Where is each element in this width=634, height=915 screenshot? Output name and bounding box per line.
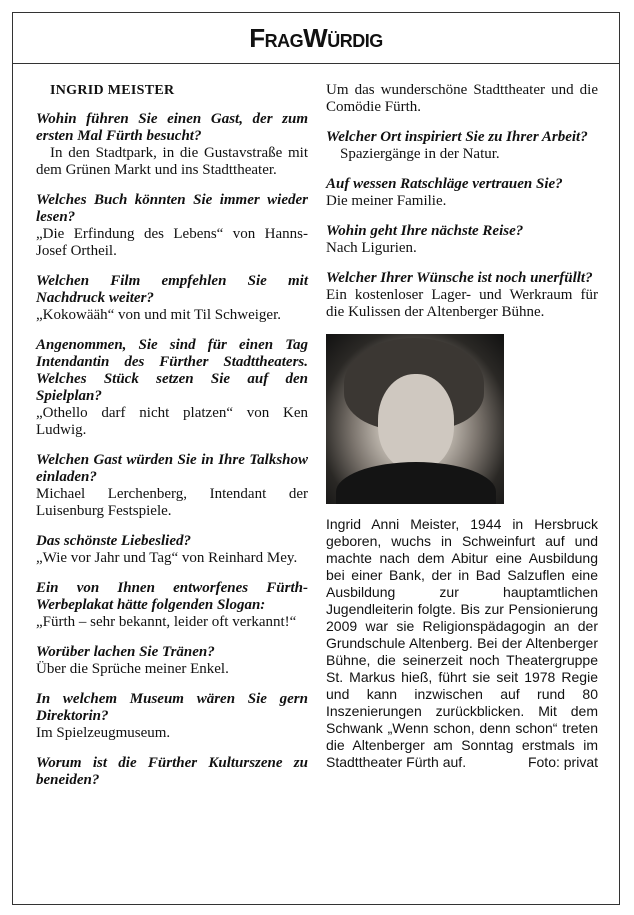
answer: Über die Sprüche meiner Enkel.: [36, 661, 229, 677]
question: Welcher Ort inspiriert Sie zu Ihrer Arbeit?: [326, 129, 588, 145]
question: Worüber lachen Sie Tränen?: [36, 644, 215, 660]
question: Angenommen, Sie sind für einen Tag Intendantin des Fürther Stadttheaters. Welches Stück setzen Sie auf den Spielplan?: [36, 337, 308, 404]
bio-text: [326, 516, 598, 771]
photo-body-shape: [336, 462, 496, 504]
photo-face-shape: [378, 374, 454, 470]
question: In welchem Museum wären Sie gern Direktorin?: [36, 691, 308, 724]
portrait-photo: [326, 334, 504, 504]
answer: „Die Erfindung des Lebens“ von Hanns-Josef Ortheil.: [36, 226, 308, 259]
bio-body: Ingrid Anni Meister, 1944 in Hersbruck geboren, wuchs in Schweinfurt auf und machte nach dem Abitur eine Ausbildung bei einer Bank, der in Bad Salzuflen eine Ausbildung zur hauptamtlichen Jugendleiterin folgte. Bis zur Pensionierung 2009 war sie Religionspädagogin an der Grundschule Altenberg. Bei der Altenberger Bühne, die seinerzeit noch Theatergruppe St. Markus hieß, führt sie seit 1978 Regie und kann inzwischen auf rund 80 Inszenierungen zurückblicken. Mit dem Schwank „Wenn schon, denn schon“ treten die Altenberger am Sonntag erstmals im Stadttheater Fürth auf.: [326, 516, 598, 770]
answer: Nach Ligurien.: [326, 240, 417, 256]
answer: „Othello darf nicht platzen“ von Ken Ludwig.: [36, 405, 308, 438]
answer: Die meiner Familie.: [326, 193, 447, 209]
answer: Michael Lerchenberg, Intendant der Luisenburg Festspiele.: [36, 486, 308, 519]
answer: In den Stadtpark, in die Gustavstraße mit dem Grünen Markt und ins Stadttheater.: [36, 145, 308, 178]
question: Wohin geht Ihre nächste Reise?: [326, 223, 524, 239]
question: Welcher Ihrer Wünsche ist noch unerfüllt?: [326, 270, 593, 286]
interviewee-name: INGRID MEISTER: [50, 83, 175, 98]
question: Welchen Film empfehlen Sie mit Nachdruck weiter?: [36, 273, 308, 306]
photo-credit: Foto: privat: [527, 754, 598, 770]
answer: „Wie vor Jahr und Tag“ von Reinhard Mey.: [36, 550, 298, 566]
right-column: [326, 82, 598, 771]
question: Ein von Ihnen entworfenes Fürth-Werbeplakat hätte folgenden Slogan:: [36, 580, 308, 613]
question: Das schönste Liebeslied?: [36, 533, 191, 549]
answer: Im Spielzeugmuseum.: [36, 725, 171, 741]
question: Welches Buch könnten Sie immer wieder lesen?: [36, 192, 308, 225]
column-title: FragWürdig: [249, 22, 383, 53]
question: Welchen Gast würden Sie in Ihre Talkshow einladen?: [36, 452, 308, 485]
question: Auf wessen Ratschläge vertrauen Sie?: [326, 176, 563, 192]
answer: Ein kostenloser Lager- und Werkraum für die Kulissen der Altenberger Bühne.: [326, 287, 598, 320]
answer: „Fürth – sehr bekannt, leider oft verkannt!“: [36, 614, 297, 630]
answer: Um das wunderschöne Stadttheater und die Comödie Fürth.: [326, 82, 598, 115]
question: Worum ist die Fürther Kulturszene zu beneiden?: [36, 755, 308, 788]
answer: Spaziergänge in der Natur.: [340, 146, 500, 162]
column-header: [13, 13, 619, 64]
answer: „Kokowääh“ von und mit Til Schweiger.: [36, 307, 281, 323]
question: Wohin führen Sie einen Gast, der zum ersten Mal Fürth besucht?: [36, 111, 308, 144]
left-column: [36, 82, 308, 789]
